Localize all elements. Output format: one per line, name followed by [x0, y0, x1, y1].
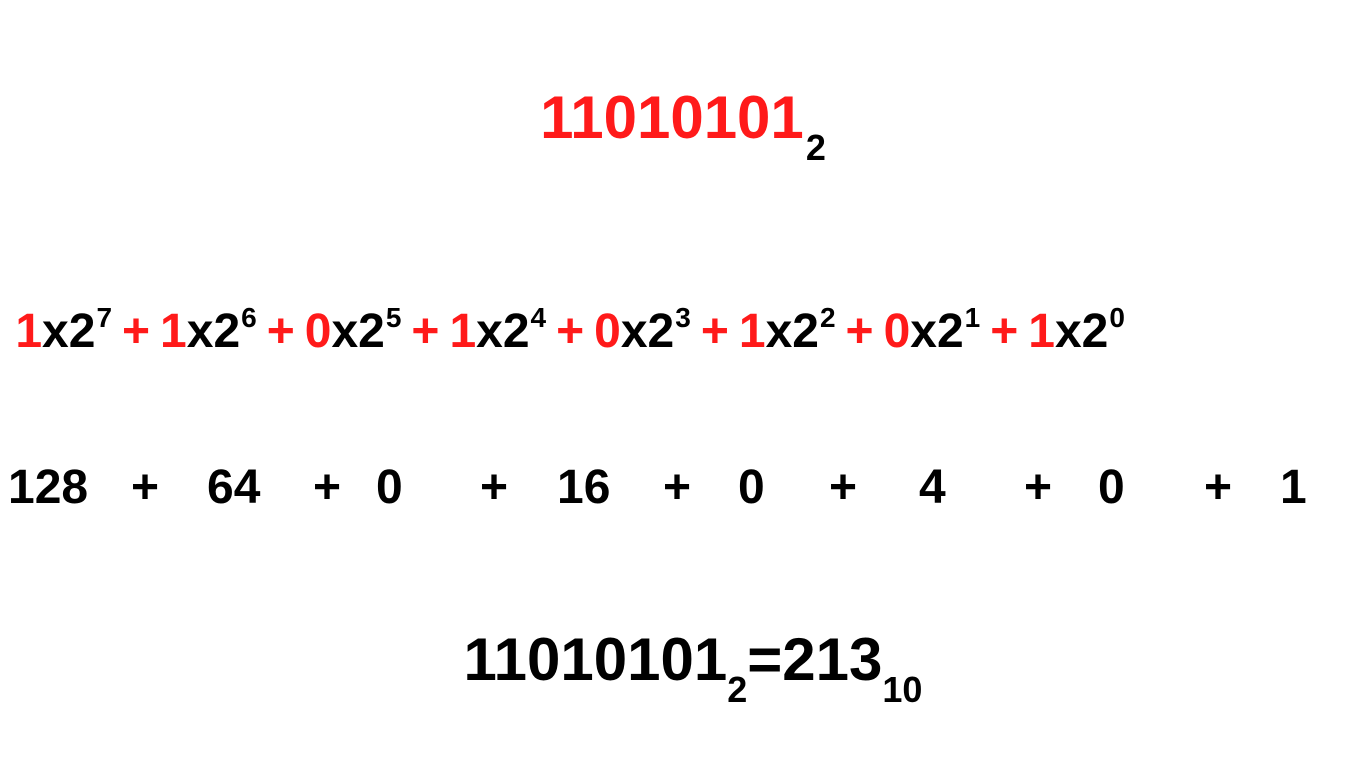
term-multiplier: x2 [765, 305, 819, 358]
conversion-result [0, 626, 1366, 710]
result-binary: 11010101 [463, 626, 728, 693]
term-exponent: 2 [819, 302, 836, 333]
binary-base-subscript: 2 [805, 127, 826, 168]
term-multiplier: x2 [1054, 305, 1109, 358]
result-decimal: 213 [782, 626, 883, 693]
term-exponent: 7 [96, 302, 113, 333]
plus-operator: + [122, 305, 151, 358]
plus-operator: + [1204, 461, 1233, 514]
place-value: 1 [1280, 461, 1307, 514]
term-digit: 1 [449, 305, 477, 358]
expansion-term [883, 302, 981, 358]
term-multiplier: x2 [331, 305, 385, 358]
place-values-sum [0, 461, 1366, 524]
equals-sign: = [747, 626, 783, 693]
expansion-term [594, 302, 691, 358]
term-exponent: 5 [385, 302, 402, 333]
term-exponent: 6 [241, 302, 257, 333]
plus-operator: + [700, 305, 729, 358]
term-digit: 1 [1028, 305, 1055, 358]
plus-operator: + [663, 461, 692, 514]
binary-number-title [0, 84, 1366, 168]
place-value: 128 [8, 461, 89, 514]
place-value: 0 [738, 461, 765, 514]
term-digit: 0 [594, 305, 621, 358]
place-value: 64 [207, 461, 261, 514]
term-multiplier: x2 [186, 305, 241, 358]
plus-operator: + [480, 461, 509, 514]
term-multiplier: x2 [42, 305, 96, 358]
expansion-term [304, 302, 402, 358]
term-multiplier: x2 [620, 305, 675, 358]
term-multiplier: x2 [910, 305, 964, 358]
binary-digits: 11010101 [540, 84, 804, 151]
place-value: 0 [376, 461, 403, 514]
place-value: 0 [1098, 461, 1125, 514]
plus-operator: + [266, 305, 295, 358]
plus-operator: + [556, 305, 585, 358]
plus-operator: + [131, 461, 160, 514]
term-digit: 0 [883, 305, 911, 358]
expansion-term [160, 302, 257, 358]
term-digit: 1 [160, 305, 187, 358]
expansion-term [1028, 302, 1125, 358]
term-multiplier: x2 [476, 305, 530, 358]
place-value: 16 [557, 461, 611, 514]
result-decimal-base: 10 [882, 669, 923, 710]
place-value: 4 [919, 461, 946, 514]
plus-operator: + [990, 305, 1019, 358]
term-digit: 0 [304, 305, 332, 358]
term-exponent: 0 [1109, 302, 1125, 333]
expansion-term [738, 302, 836, 358]
term-exponent: 3 [675, 302, 691, 333]
term-exponent: 1 [964, 302, 981, 333]
plus-operator: + [411, 305, 440, 358]
term-digit: 1 [15, 305, 43, 358]
plus-operator: + [1024, 461, 1053, 514]
term-exponent: 4 [530, 302, 547, 333]
expansion-term [15, 302, 113, 358]
plus-operator: + [845, 305, 874, 358]
plus-operator: + [829, 461, 858, 514]
result-binary-base: 2 [727, 669, 748, 710]
positional-expansion [0, 302, 1366, 358]
expansion-term [449, 302, 547, 358]
term-digit: 1 [738, 305, 766, 358]
plus-operator: + [313, 461, 342, 514]
